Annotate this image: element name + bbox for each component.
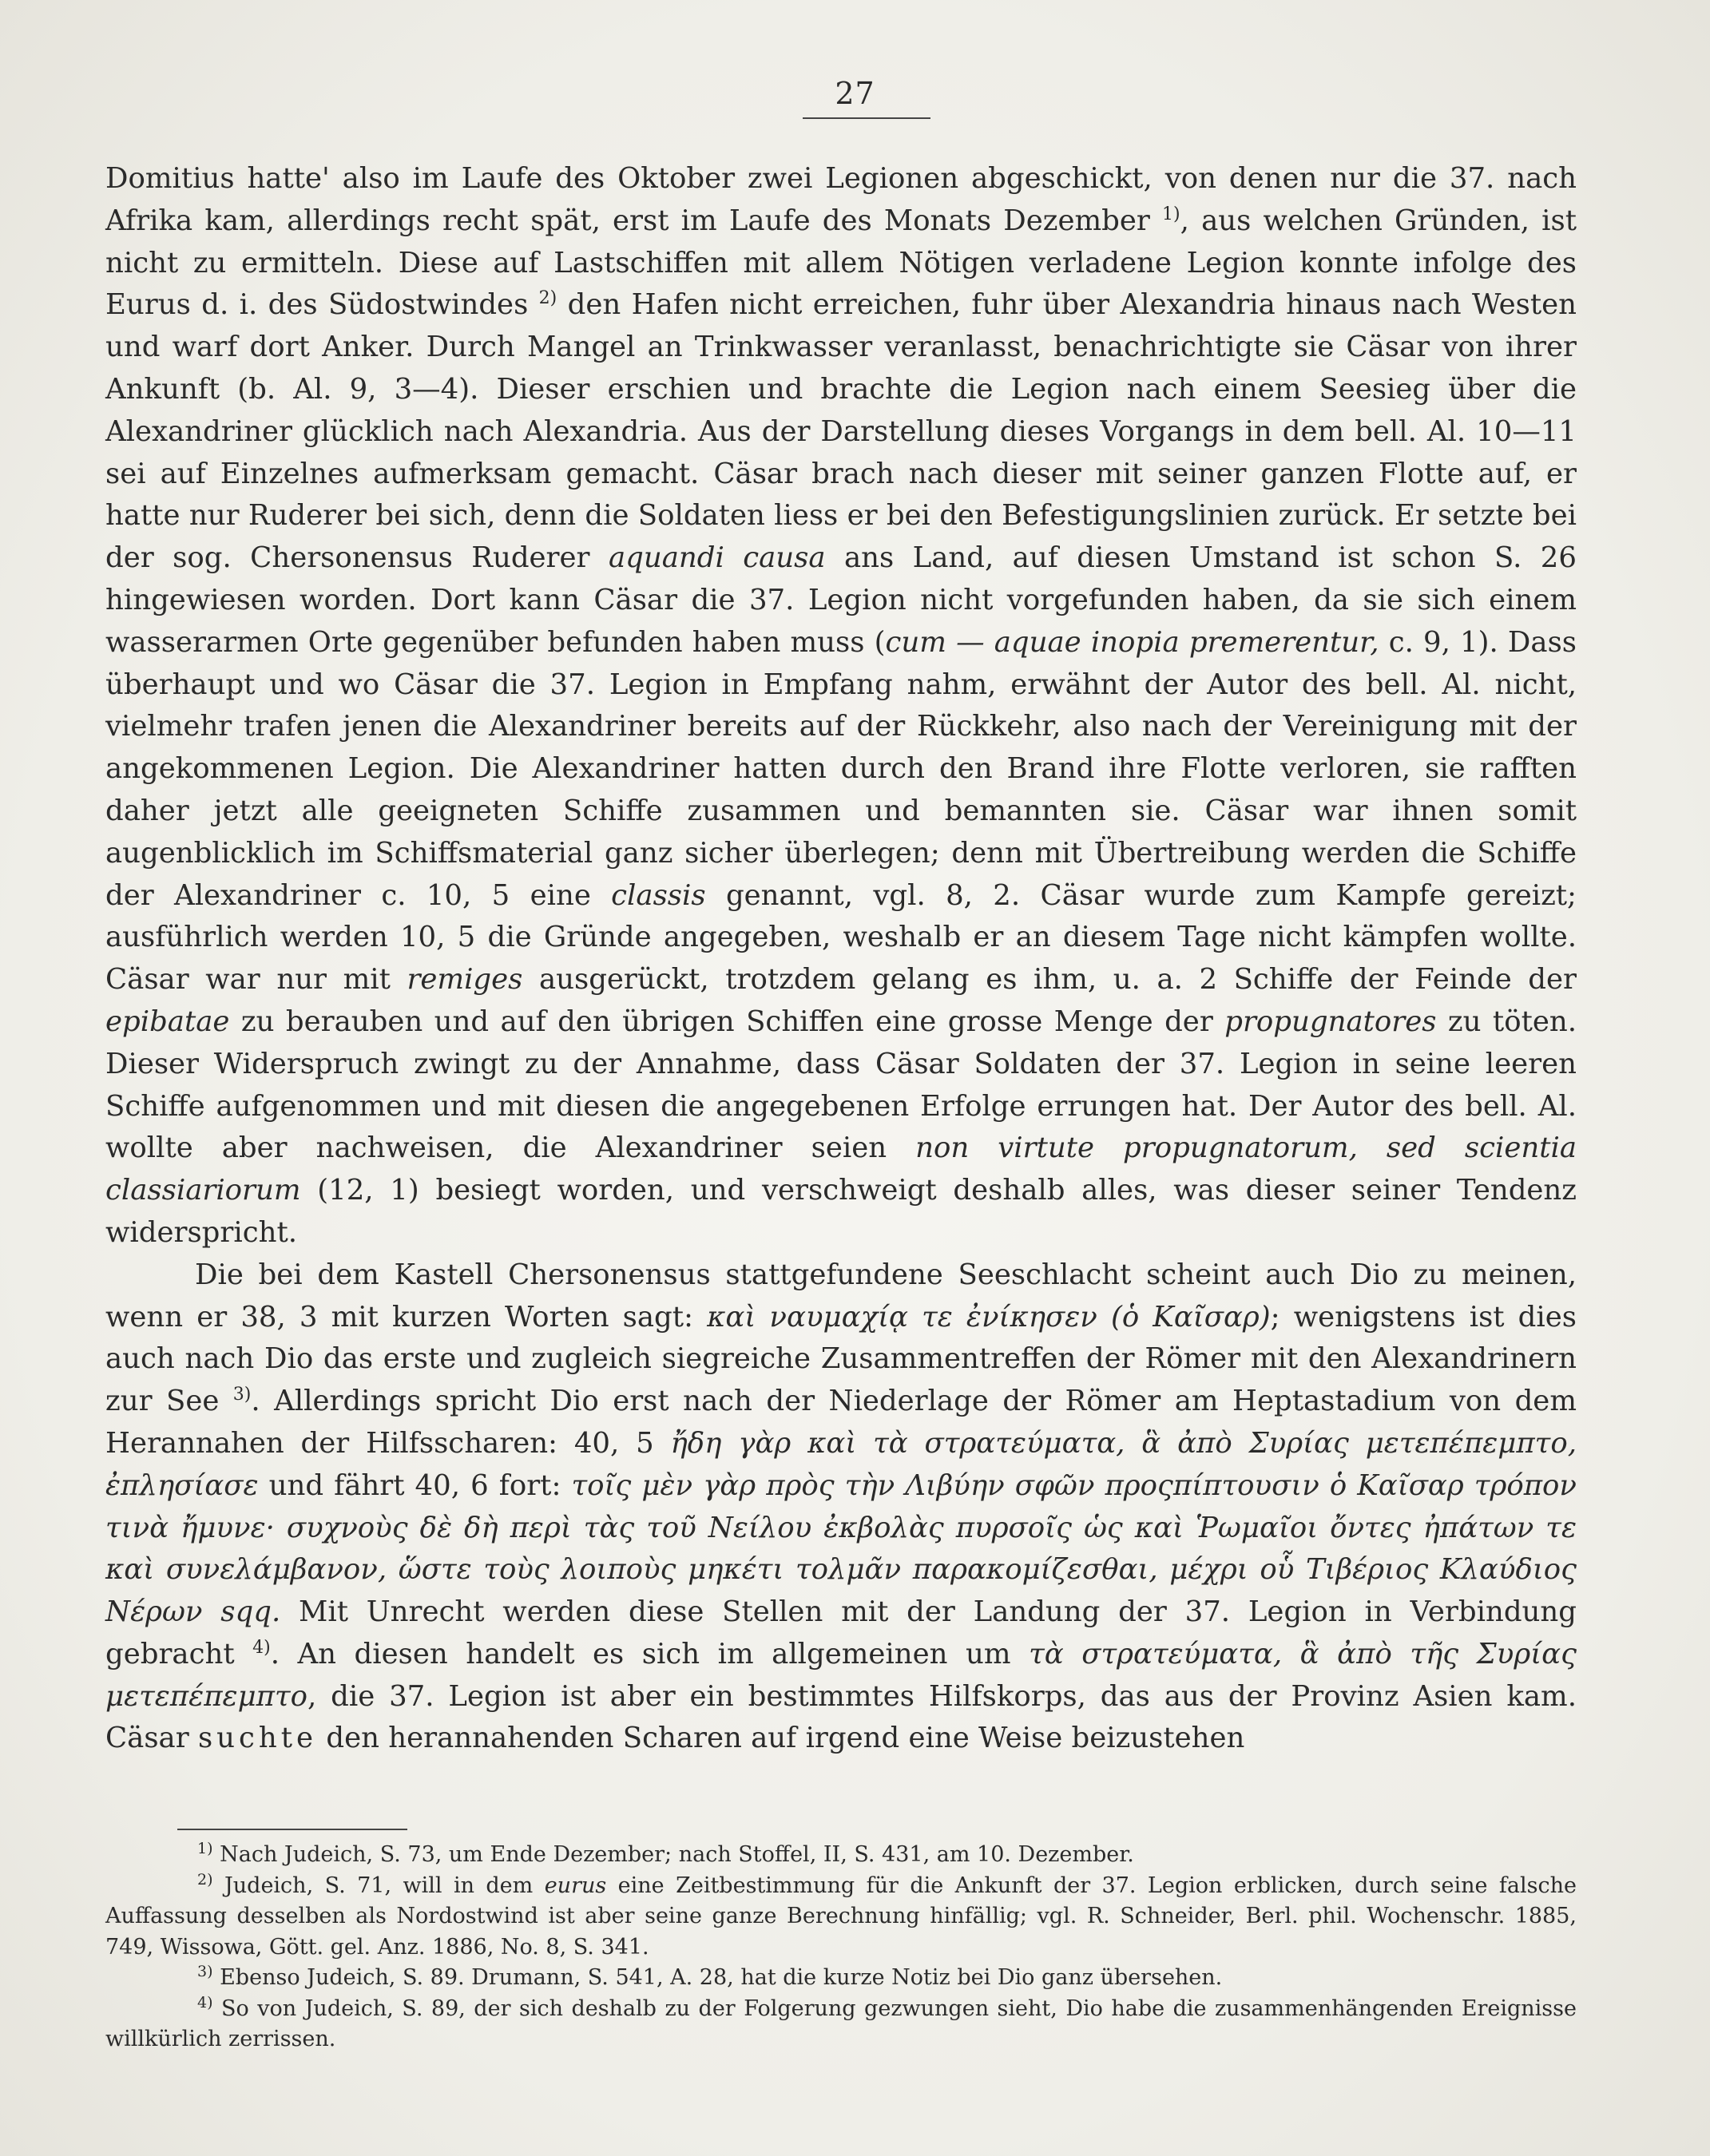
text-run: Domitius hatte' also im Laufe des Oktober zwei Legionen abgeschickt, von denen nur die 37. nach Afrika kam, allerdings recht spät, erst im Laufe des Monats Dezember <box>105 162 1577 237</box>
text-run: ausgerückt, trotzdem gelang es ihm, u. a. 2 Schiffe der Feinde der <box>522 963 1577 997</box>
latin-quote: classis <box>611 878 706 912</box>
footnote-mark: 2) <box>197 1870 213 1888</box>
latin-quote: remiges <box>407 963 523 997</box>
footnote-text: Nach Judeich, S. 73, um Ende Dezember; nach Stoffel, II, S. 431, am 10. Dezember. <box>212 1842 1134 1867</box>
footnote-ref-4: 4) <box>252 1638 271 1659</box>
page-number-rule <box>803 117 930 119</box>
text-run: . An diesen handelt es sich im allgemeinen um <box>270 1637 1030 1671</box>
text-run: ; wenigstens ist dies auch nach Dio das erste und zugleich siegreiche Zusammentreffen der Römer mit den Alexandrinern zur See <box>105 1300 1577 1418</box>
footnote-ref-3: 3) <box>232 1385 252 1405</box>
footnote-text: Ebenso Judeich, S. 89. Drumann, S. 541, A. 28, hat die kurze Notiz bei Dio ganz übersehen. <box>212 1965 1223 1990</box>
footnote-text: Judeich, S. 71, will in dem <box>212 1873 545 1898</box>
footnote-ref-2: 2) <box>538 288 557 309</box>
footnote-4 <box>105 1994 1577 2055</box>
text-run: und fährt 40, 6 fort: <box>258 1468 572 1502</box>
footnote-text: eine Zeitbestimmung für die Ankunft der 37. Legion erblicken, durch seine falsche Auffassung desselben als Nordostwind ist aber seine ganze Berechnung hinfällig; vgl. R. Schneider, Berl. phil. Wochenschr. 1885, 749, Wissowa, Gött. gel. Anz. 1886, No. 8, S. 341. <box>105 1873 1577 1960</box>
footnote-latin: eurus <box>544 1873 607 1898</box>
text-run: Die bei dem Kastell Chersonensus stattgefundene Seeschlacht scheint auch Dio zu meinen, wenn er 38, 3 mit kurzen Worten sagt: <box>105 1258 1577 1334</box>
greek-quote: τοῖς μὲν γὰρ πρὸς τὴν Λιβύην σφῶν προςπίπτουσιν ὁ Καῖσαρ τρόπον τινὰ ἤμυνε· συχνοὺς δὲ δὴ περὶ τὰς τοῦ Νείλου ἐκβολὰς πυρσοῖς ὡς καὶ Ῥωμαῖοι ὄντες ἠπάτων τε καὶ συνελάμβανον, ὥστε τοὺς λοιποὺς μηκέτι τολμᾶν παρακομίζεσθαι, μέχρι οὗ Τιβέριος Κλαύδιος Νέρων <box>105 1468 1577 1629</box>
text-run: Mit Unrecht werden diese Stellen mit der Landung der 37. Legion in Verbindung gebracht <box>105 1595 1577 1671</box>
text-run: c. 9, 1). Dass überhaupt und wo Cäsar die 37. Legion in Empfang nahm, erwähnt der Autor des bell. Al. nicht, vielmehr trafen jenen die Alexandriner bereits auf der Rückkehr, also nach der Vereinigung mit der angekommenen Legion. Die Alexandriner hatten durch den Brand ihre Flotte verloren, sie rafften daher jetzt alle geeigneten Schiffe zusammen und bemannten sie. Cäsar war ihnen somit augenblicklich im Schiffsmaterial ganz sicher überlegen; denn mit Übertreibung werden die Schiffe der Alexandriner c. 10, 5 eine <box>105 625 1577 912</box>
text-run: , aus welchen Gründen, ist nicht zu ermitteln. Diese auf Lastschiffen mit allem Nötigen verladene Legion konnte infolge des Eurus d. i. des Südostwindes <box>105 204 1577 322</box>
paragraph-1 <box>105 158 1577 1254</box>
page-number: 27 <box>835 76 875 111</box>
text-run: zu berauben und auf den übrigen Schiffen eine grosse Menge der <box>229 1005 1225 1038</box>
latin-quote: propugnatores <box>1224 1005 1437 1038</box>
text-run: . Allerdings spricht Dio erst nach der Niederlage der Römer am Heptastadium von dem Herannahen der Hilfsscharen: 40, 5 <box>105 1385 1577 1460</box>
footnote-ref-1: 1) <box>1162 204 1180 224</box>
text-run: den Hafen nicht erreichen, fuhr über Alexandria hinaus nach Westen und warf dort Anker. Durch Mangel an Trinkwasser veranlasst, benachrichtigte sie Cäsar von ihrer Ankunft (b. Al. 9, 3—4). Dieser erschien und brachte die Legion nach einem Seesieg über die Alexandriner glücklich nach Alexandria. Aus der Darstellung dieses Vorgangs in dem bell. Al. 10—11 sei auf Einzelnes aufmerksam gemacht. Cäsar brach nach dieser mit seiner ganzen Flotte auf, er hatte nur Ruderer bei sich, denn die Soldaten liess er bei den Befestigungslinien zurück. Er setzte bei der sog. Chersonensus Ruderer <box>105 288 1577 575</box>
text-run: (12, 1) besiegt worden, und verschweigt deshalb alles, was dieser seiner Tendenz widerspricht. <box>105 1174 1577 1249</box>
latin-abbrev: sqq. <box>202 1595 281 1629</box>
footnote-2 <box>105 1871 1577 1964</box>
latin-quote: epibatae <box>105 1005 230 1038</box>
text-run: den herannahenden Scharen auf irgend eine Weise beizustehen <box>317 1722 1245 1755</box>
greek-quote: τὰ στρατεύματα, ἃ ἀπὸ τῆς Συρίας μετεπέπεμπτο <box>105 1637 1577 1713</box>
main-text <box>105 158 1577 1760</box>
footnotes <box>105 1840 1577 2055</box>
footnote-rule <box>177 1829 407 1830</box>
paragraph-2 <box>105 1254 1577 1761</box>
latin-quote: aquandi causa <box>608 541 826 575</box>
footnote-mark: 3) <box>197 1963 213 1980</box>
latin-quote: cum — aquae inopia premerentur, <box>885 625 1379 659</box>
text-run: ans Land, auf diesen Umstand ist schon S. 26 hingewiesen worden. Dort kann Cäsar die 37. Legion nicht vorgefunden haben, da sie sich einem wasserarmen Orte gegenüber befunden haben muss ( <box>105 541 1577 659</box>
text-run: genannt, vgl. 8, 2. Cäsar wurde zum Kampfe gereizt; ausführlich werden 10, 5 die Gründe angegeben, weshalb er an diesem Tage nicht kämpfen wollte. Cäsar war nur mit <box>105 878 1577 997</box>
emphasized-word: suchte <box>197 1722 318 1755</box>
text-run: zu töten. Dieser Widerspruch zwingt zu der Annahme, dass Cäsar Soldaten der 37. Legion in seine leeren Schiffe aufgenommen und mit diesen die angegebenen Erfolge errungen hat. Der Autor des bell. Al. wollte aber nachweisen, die Alexandriner seien <box>105 1005 1577 1165</box>
greek-quote: καὶ ναυμαχίᾳ τε ἐνίκησεν (ὁ Καῖσαρ) <box>707 1300 1271 1334</box>
footnote-3 <box>105 1963 1577 1994</box>
text-run: , die 37. Legion ist aber ein bestimmtes Hilfskorps, das aus der Provinz Asien kam. Cäsar <box>105 1679 1577 1755</box>
greek-quote: ἤδη γὰρ καὶ τὰ στρατεύματα, ἃ ἀπὸ Συρίας μετεπέπεμπτο, ἐπλησίασε <box>105 1426 1577 1502</box>
footnote-1 <box>105 1840 1577 1871</box>
footnote-text: So von Judeich, S. 89, der sich deshalb zu der Folgerung gezwungen sieht, Dio habe die zusammenhängenden Ereignisse willkürlich zerrissen. <box>105 1995 1577 2051</box>
footnote-mark: 4) <box>197 1993 213 2011</box>
latin-quote: non virtute propugnatorum, sed scientia classiariorum <box>105 1132 1577 1207</box>
footnote-mark: 1) <box>197 1840 213 1857</box>
